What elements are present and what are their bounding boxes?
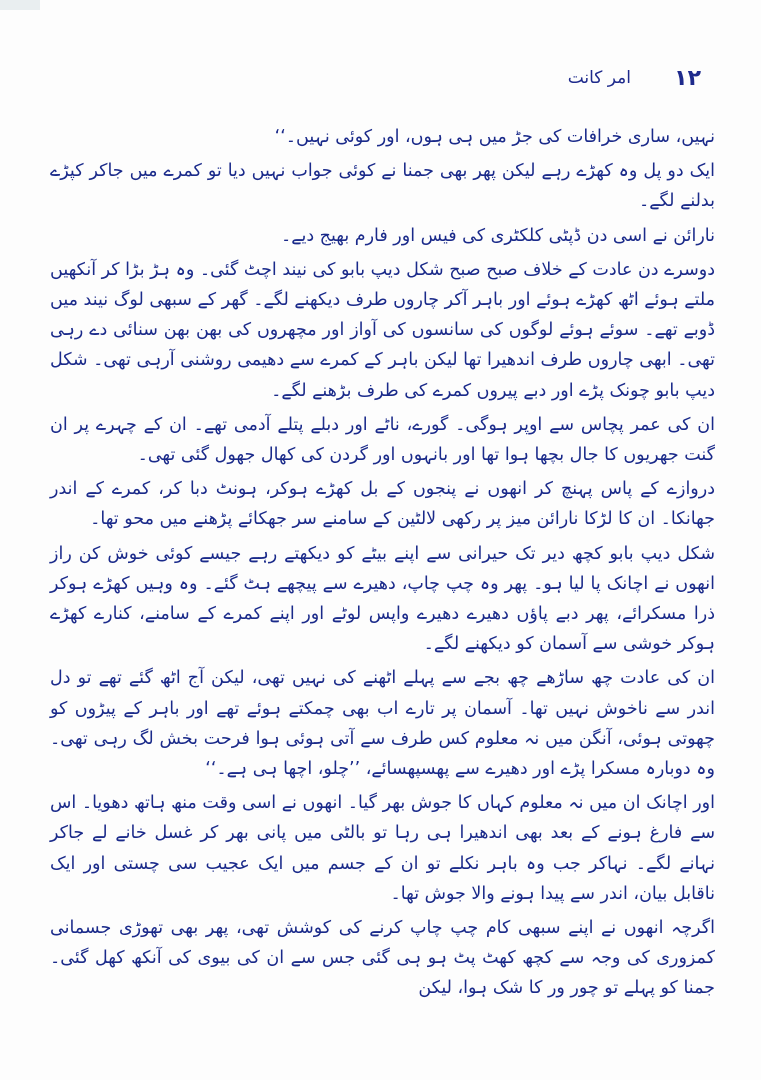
- paragraph: ایک دو پل وہ کھڑے رہے لیکن پھر بھی جمنا نے کوئی جواب نہیں دیا تو کمرے میں جاکر کپڑے بدلنے لگے۔: [50, 161, 715, 212]
- paragraph: دروازے کے پاس پہنچ کر انھوں نے پنجوں کے بل کھڑے ہوکر، ہونٹ دبا کر، کمرے کے اندر جھانکا۔ ان کا لڑکا نارائن میز پر رکھی لالٹین کے سامنے سر جھکائے پڑھنے میں محو تھا۔: [50, 479, 715, 530]
- body-text: [50, 122, 715, 1008]
- paragraph: ان کی عادت چھ ساڑھے چھ بجے سے پہلے اٹھنے کی نہیں تھی، لیکن آج اٹھ گئے تھے تو دل اندر سے ناخوش نہیں تھا۔ آسمان پر تارے اب بھی چمکتے ہوئے تھے اور باہر کے پیڑوں کو چھوتی ہوئی، آنگن میں نہ معلوم کس طرف سے آتی ہوئی ہوا فرحت بخش لگ رہی تھی۔ وہ دوبارہ مسکرا پڑے اور دھیرے سے پھسپھسائے، ’’چلو، اچھا ہی ہے۔‘‘: [50, 668, 715, 780]
- paragraph: اور اچانک ان میں نہ معلوم کہاں کا جوش بھر گیا۔ انھوں نے اسی وقت منھ ہاتھ دھویا۔ اس سے فارغ ہونے کے بعد بھی اندھیرا ہی رہا تو بالٹی میں پانی بھر کر غسل خانے لے جاکر نہانے لگے۔ نہاکر جب وہ باہر نکلے تو ان کے جسم میں ایک عجیب سی چستی اور ایک ناقابل بیان، اندر سے پیدا ہونے والا جوش تھا۔: [50, 793, 715, 904]
- scan-smudge: [0, 0, 40, 10]
- paragraph: دوسرے دن عادت کے خلاف صبح صبح شکل دیپ بابو کی نیند اچٹ گئی۔ وہ ہڑ بڑا کر آنکھیں ملتے ہوئے اٹھ کھڑے ہوئے اور باہر آکر چاروں طرف دیکھنے لگے۔ گھر کے سبھی لوگ نیند میں ڈوبے تھے۔ سوئے ہوئے لوگوں کی سانسوں کی آواز اور مچھروں کی بھن بھن سنائی دے رہی تھی۔ ابھی چاروں طرف اندھیرا تھا لیکن باہر کے کمرے سے دھیمی روشنی آرہی تھی۔ شکل دیپ بابو چونک پڑے اور دبے پیروں کمرے کی طرف بڑھنے لگے۔: [50, 259, 715, 401]
- paragraph: نارائن نے اسی دن ڈپٹی کلکٹری کی فیس اور فارم بھیج دیے۔: [280, 225, 715, 246]
- paragraph: نہیں، ساری خرافات کی جڑ میں ہی ہوں، اور کوئی نہیں۔‘‘: [274, 127, 715, 147]
- paragraph: ان کی عمر پچاس سے اوپر ہوگی۔ گورے، ناٹے اور دبلے پتلے آدمی تھے۔ ان کے چہرے پر ان گنت جھریوں کا جال بچھا ہوا تھا اور بانہوں اور گردن کی کھال جھول گئی تھی۔: [50, 414, 715, 466]
- running-title: امر کانت: [567, 68, 631, 88]
- paragraph: اگرچہ انھوں نے اپنے سبھی کام چپ چاپ کرنے کی کوشش تھی، پھر بھی تھوڑی جسمانی کمزوری کی وجہ سے کچھ کھٹ پٹ ہو ہی گئی جس سے ان کی بیوی کی آنکھ کھل گئی۔ جمنا کو پہلے تو چور ور کا شک ہوا، لیکن: [50, 918, 715, 999]
- page-header: [0, 66, 761, 100]
- paragraph: شکل دیپ بابو کچھ دیر تک حیرانی سے اپنے بیٹے کو دیکھتے رہے جیسے کوئی خوش کن راز انھوں نے اچانک پا لیا ہو۔ پھر وہ چپ چاپ، دھیرے سے پیچھے ہٹ گئے۔ وہ وہیں کھڑے ہوکر ذرا مسکرائے، پھر دبے پاؤں دھیرے دھیرے واپس لوٹے اور اپنے کمرے کے سامنے، کنارے کھڑے ہوکر خوشی سے آسمان کو دیکھنے لگے۔: [50, 543, 715, 655]
- page-number: ۱۲: [674, 66, 701, 91]
